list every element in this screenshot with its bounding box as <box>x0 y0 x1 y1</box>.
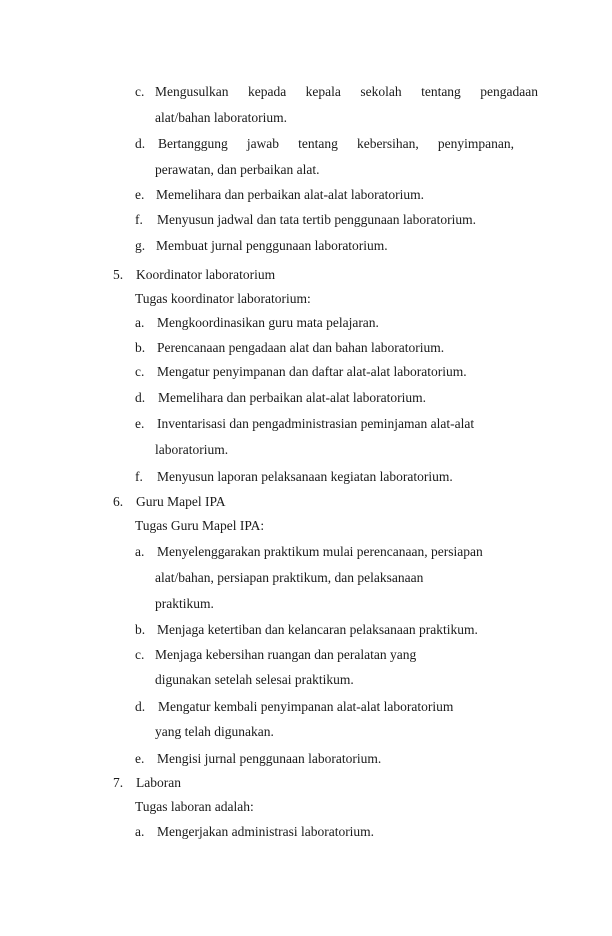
section-intro: Tugas laboran adalah: <box>135 799 254 814</box>
list-item-text: Memelihara dan perbaikan alat-alat laboratorium. <box>158 390 427 405</box>
list-item-text: Inventarisasi dan pengadministrasian peminjaman alat-alat <box>157 416 475 431</box>
list-marker: a. <box>135 315 145 330</box>
list-marker: e. <box>135 751 145 766</box>
list-marker: d. <box>135 699 146 714</box>
section-intro: Tugas koordinator laboratorium: <box>135 291 311 306</box>
list-marker: c. <box>135 84 145 99</box>
list-marker: b. <box>135 622 146 637</box>
list-marker: b. <box>135 340 146 355</box>
section-number: 6. <box>113 494 124 509</box>
list-item-text: Mengisi jurnal penggunaan laboratorium. <box>157 751 382 766</box>
list-item-text: alat/bahan laboratorium. <box>155 110 287 125</box>
list-item-text: Menyusun laporan pelaksanaan kegiatan laboratorium. <box>157 469 453 484</box>
list-item-text: Memelihara dan perbaikan alat-alat laboratorium. <box>156 187 425 202</box>
list-item-text: Perencanaan pengadaan alat dan bahan laboratorium. <box>157 340 445 355</box>
list-marker: a. <box>135 544 145 559</box>
list-marker: d. <box>135 390 146 405</box>
list-item-text: Mengkoordinasikan guru mata pelajaran. <box>157 315 379 330</box>
section-intro: Tugas Guru Mapel IPA: <box>135 518 265 533</box>
list-item-text: Mengatur penyimpanan dan daftar alat-alat laboratorium. <box>157 364 467 379</box>
list-marker: c. <box>135 364 145 379</box>
list-item-text: yang telah digunakan. <box>155 724 274 739</box>
list-marker: f. <box>135 469 143 484</box>
list-item-text: laboratorium. <box>155 442 229 457</box>
list-item-text: Menyelenggarakan praktikum mulai perencanaan, persiapan <box>157 544 483 559</box>
section-number: 7. <box>113 775 124 790</box>
list-item-text: Menjaga kebersihan ruangan dan peralatan yang <box>155 647 417 662</box>
section-number: 5. <box>113 267 124 282</box>
list-item-text: alat/bahan, persiapan praktikum, dan pelaksanaan <box>155 570 424 585</box>
section-heading: Laboran <box>136 775 181 790</box>
list-marker: e. <box>135 187 145 202</box>
list-marker: d. <box>135 136 146 151</box>
list-item-text: Menjaga ketertiban dan kelancaran pelaksanaan praktikum. <box>157 622 478 637</box>
list-item-text: praktikum. <box>155 596 214 611</box>
section-heading: Guru Mapel IPA <box>136 494 226 509</box>
section-heading: Koordinator laboratorium <box>136 267 276 282</box>
list-item-text: perawatan, dan perbaikan alat. <box>155 162 320 177</box>
list-marker: c. <box>135 647 145 662</box>
list-marker: e. <box>135 416 145 431</box>
list-item-text: Bertanggung jawab tentang kebersihan, penyimpanan, <box>158 136 514 151</box>
list-marker: f. <box>135 212 143 227</box>
list-item-text: Membuat jurnal penggunaan laboratorium. <box>156 238 388 253</box>
list-item-text: Mengerjakan administrasi laboratorium. <box>157 824 375 839</box>
list-item-text: Mengatur kembali penyimpanan alat-alat laboratorium <box>158 699 454 714</box>
list-marker: g. <box>135 238 146 253</box>
list-item-text: Mengusulkan kepada kepala sekolah tentang pengadaan <box>155 84 538 99</box>
list-item-text: digunakan setelah selesai praktikum. <box>155 672 354 687</box>
list-marker: a. <box>135 824 145 839</box>
list-item-text: Menyusun jadwal dan tata tertib penggunaan laboratorium. <box>157 212 477 227</box>
